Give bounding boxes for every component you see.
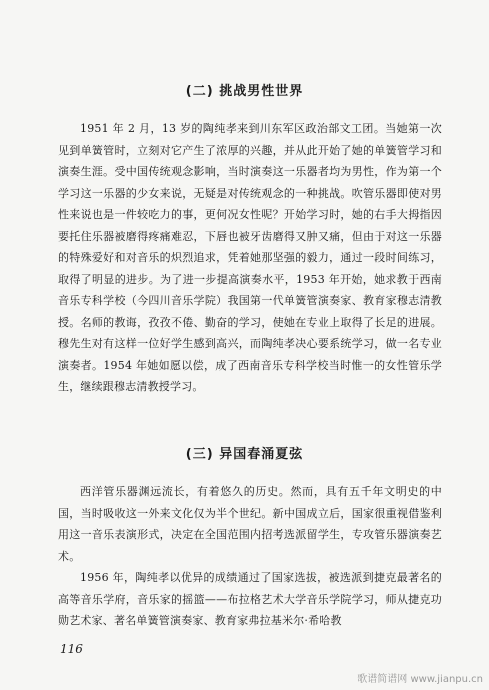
section-three-paragraph-1: 西洋管乐器渊远流长，有着悠久的历史。然而，具有五千年文明史的中国，当时吸收这一外来文化仅为半个世纪。新中国成立后，国家很重视借鉴利用这一音乐表演形式，决定在全国范围内招考选派留学生，专攻管乐器演奏艺术。 — [58, 485, 442, 563]
section-heading-two: (二) 挑战男性世界 — [185, 84, 304, 99]
section-heading-three: (三) 异国春涌夏弦 — [185, 447, 304, 462]
section-three-paragraph-2: 1956 年，陶纯孝以优异的成绩通过了国家选拔，被选派到捷克最著名的高等音乐学府，音乐家的摇篮——布拉格艺术大学音乐学院学习，师从捷克功勋艺术家、著名单簧管演奏家、教育家弗拉基米尔·希哈教 — [58, 571, 442, 627]
section-two-paragraph: 1951 年 2 月，13 岁的陶纯孝来到川东军区政治部文工团。当她第一次见到单簧管时，立刻对它产生了浓厚的兴趣，并从此开始了她的单簧管学习和演奏生涯。受中国传统观念影响，当时演奏这一乐器者均为男性，作为第一个学习这一乐器的少女来说，无疑是对传统观念的一种挑战。吹管乐器即使对男性来说也是一件较吃力的事，更何况女性呢？开始学习时，她的右手大拇指因要托住乐器被磨得疼痛难忍，下唇也被牙齿磨得又肿又痛，但由于对这一乐器的特殊爱好和对音乐的炽烈追求，凭着她那坚强的毅力，通过一段时间练习，取得了明显的进步。为了进一步提高演奏水平，1953 年开始，她求教于西南音乐专科学校（今四川音乐学院）我国第一代单簧管演奏家、教育家穆志清教授。名师的教诲，孜孜不倦、勤奋的学习，使她在专业上取得了长足的进展。穆先生对有这样一位好学生感到高兴，而陶纯孝决心要系统学习，做一名专业演奏者。1954 年她如愿以偿，成了西南音乐专科学校当时惟一的女性管乐学生，继续跟穆志清教授学习。 — [58, 122, 442, 393]
watermark-text: 歌谱简谱网 www.jianpu.cn — [357, 674, 483, 685]
page-number: 116 — [60, 642, 83, 656]
